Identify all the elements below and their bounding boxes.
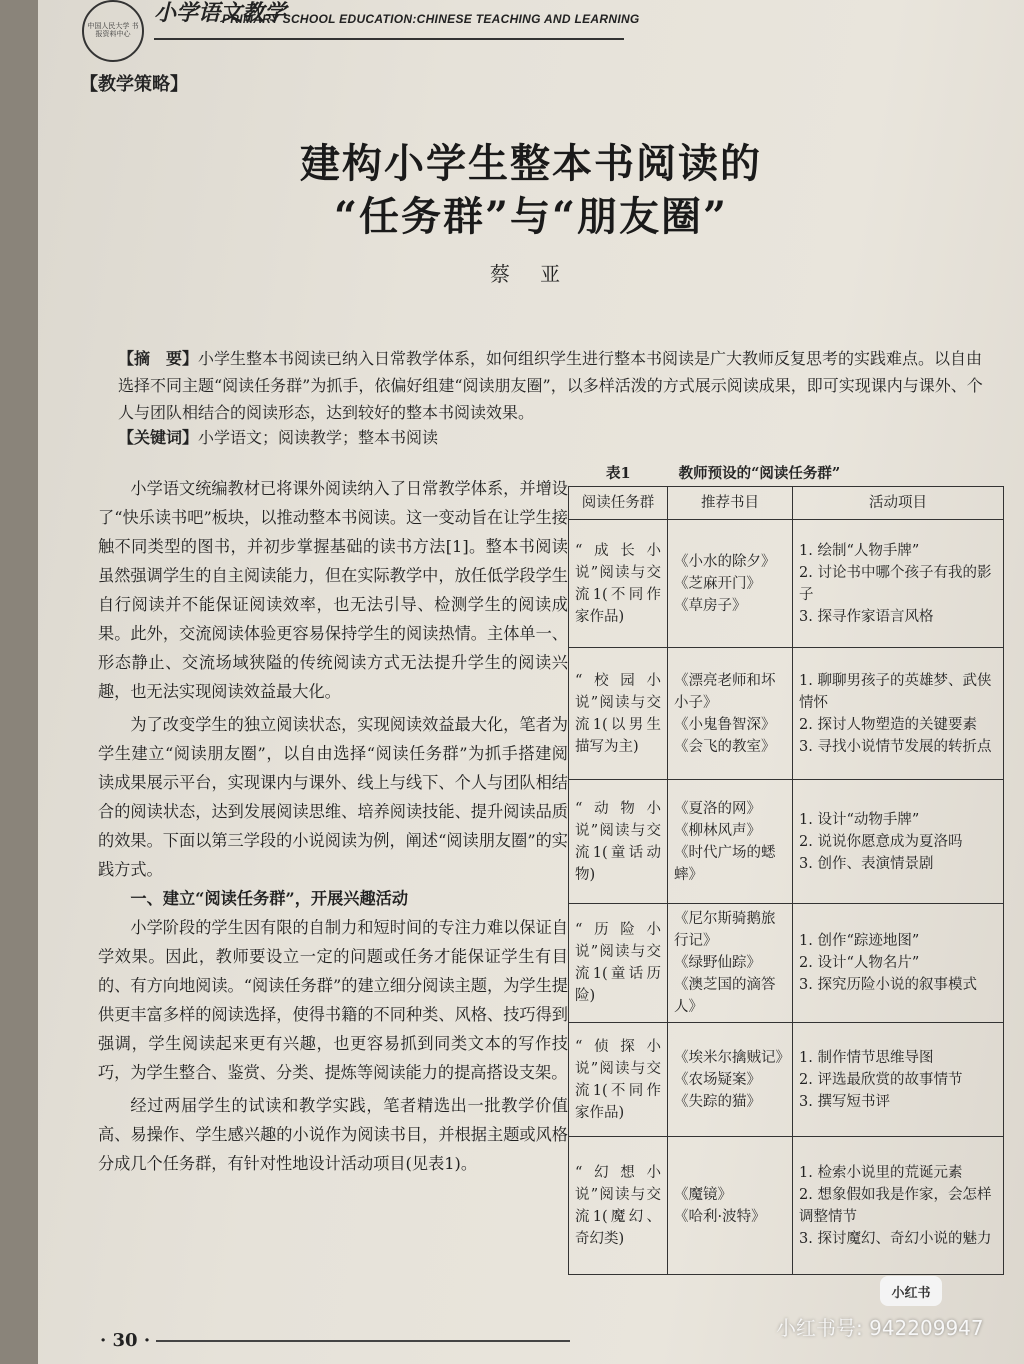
activity-list-cell [793, 904, 1004, 1023]
activity-item: 2. 评选最欣赏的故事情节 [799, 1071, 963, 1088]
activity-item: 1. 设计“动物手牌” [799, 811, 920, 828]
column-tag: 【教学策略】 [80, 74, 188, 95]
table-row [569, 904, 1004, 1023]
journal-title-cn: 小学语文教学 [154, 0, 287, 26]
article-title-line2: “任务群”与“朋友圈” [333, 193, 729, 240]
table-header-row [569, 487, 1004, 520]
activity-list-cell [793, 648, 1004, 780]
book-title: 《草房子》 [674, 597, 747, 614]
book-title: 《小水的除夕》 [674, 553, 776, 570]
activity-item: 2. 设计“人物名片” [799, 955, 920, 971]
activity-item: 1. 聊聊男孩子的英雄梦、武侠情怀 [799, 672, 992, 711]
activity-item: 2. 探讨人物塑造的关键要素 [799, 716, 977, 733]
book-title: 《小鬼鲁智深》 [674, 716, 776, 733]
watermark-id: 小红书号: 942209947 [776, 1316, 984, 1340]
book-title: 《哈利·波特》 [674, 1208, 766, 1225]
activity-item: 1. 检索小说里的荒诞元素 [799, 1164, 963, 1181]
book-title: 《时代广场的蟋蟀》 [674, 844, 776, 883]
activity-list-cell [793, 1137, 1004, 1275]
table-header-cell: 推荐书目 [668, 487, 793, 520]
task-group-cell: “校园小说”阅读与交流1(以男生描写为主) [569, 648, 668, 780]
journal-header [82, 0, 802, 46]
book-title: 《澳芝国的滴答人》 [674, 977, 776, 1015]
book-title: 《失踪的猫》 [674, 1093, 761, 1110]
activity-item: 1. 创作“踪迹地图” [799, 933, 920, 949]
activity-item: 3. 寻找小说情节发展的转折点 [799, 738, 992, 755]
section-heading-1: 一、建立“阅读任务群”，开展兴趣活动 [130, 889, 409, 908]
book-title: 《夏洛的网》 [674, 800, 761, 817]
activity-item: 1. 制作情节思维导图 [799, 1049, 934, 1066]
body-paragraph-4: 经过两届学生的试读和教学实践，笔者精选出一批教学价值高、易操作、学生感兴趣的小说作为阅读书目，并根据主题或风格分成几个任务群，有针对性地设计活动项目(见表1)。 [98, 1096, 568, 1173]
activity-list-cell [793, 780, 1004, 904]
table-row [569, 1023, 1004, 1137]
body-paragraph-2: 为了改变学生的独立阅读状态，实现阅读效益最大化，笔者为学生建立“阅读朋友圈”，以自由选择“阅读任务群”为抓手搭建阅读成果展示平台，实现课内与课外、线上与线下、个人与团队相结合的阅读状态，达到发展阅读思维、培养阅读技能、提升阅读品质的效果。下面以第三学段的小说阅读为例，阐述“阅读朋友圈”的实践方式。 [98, 715, 568, 879]
keywords-text: 小学语文；阅读教学；整本书阅读 [198, 428, 439, 447]
page-number: · 30 · [100, 1330, 151, 1351]
table-row [569, 1137, 1004, 1275]
book-title: 《农场疑案》 [674, 1071, 761, 1088]
book-list-cell [668, 904, 793, 1023]
book-title: 《绿野仙踪》 [674, 955, 761, 971]
header-divider [154, 38, 624, 40]
table-title: 教师预设的“阅读任务群” [678, 465, 841, 482]
book-list-cell [668, 648, 793, 780]
activity-item: 2. 讨论书中哪个孩子有我的影子 [799, 564, 992, 603]
article-title-line1: 建构小学生整本书阅读的 [300, 140, 762, 187]
activity-list-cell [793, 520, 1004, 648]
activity-item: 3. 创作、表演情景剧 [799, 855, 934, 872]
journal-seal-logo [82, 0, 144, 62]
watermark-logo: 小红书 [880, 1276, 942, 1306]
activity-item: 3. 探讨魔幻、奇幻小说的魅力 [799, 1230, 992, 1247]
book-title: 《漂亮老师和坏小子》 [674, 672, 776, 711]
book-list-cell [668, 1137, 793, 1275]
book-list-cell [668, 520, 793, 648]
article-body [98, 474, 568, 1178]
table-body [569, 520, 1004, 1275]
seal-text: 中国人民大学 书报资料中心 [87, 22, 139, 38]
table-header-cell: 活动项目 [793, 487, 1004, 520]
article-author: 蔡 亚 [489, 262, 573, 286]
document-page [38, 0, 1024, 1364]
table-number: 表1 [606, 465, 631, 482]
task-group-cell: “动物小说”阅读与交流1(童话动物) [569, 780, 668, 904]
book-title: 《芝麻开门》 [674, 575, 761, 592]
journal-title-en: PRIMARY SCHOOL EDUCATION:CHINESE TEACHING AND LEARNING [222, 12, 640, 26]
table-row [569, 520, 1004, 648]
book-title: 《埃米尔擒贼记》 [674, 1049, 790, 1066]
table-header-cell: 阅读任务群 [569, 487, 668, 520]
book-title: 《会飞的教室》 [674, 738, 776, 755]
table-caption [606, 462, 840, 483]
book-title: 《尼尔斯骑鹅旅行记》 [674, 911, 776, 949]
reading-task-table [568, 486, 1004, 1275]
task-group-cell: “幻想小说”阅读与交流1(魔幻、奇幻类) [569, 1137, 668, 1275]
activity-item: 3. 探寻作家语言风格 [799, 608, 934, 625]
body-paragraph-3: 小学阶段的学生因有限的自制力和短时间的专注力难以保证自学效果。因此，教师要设立一定的问题或任务才能保证学生有目的、有方向地阅读。“阅读任务群”的建立细分阅读主题，为学生提供更丰富多样的阅读选择，使得书籍的不同种类、风格、技巧得到强调，学生阅读起来更有兴趣，也更容易抓到同类文本的写作技巧，为学生整合、鉴赏、分类、提炼等阅读能力的提高搭设支架。 [98, 918, 568, 1082]
task-group-cell: “历险小说”阅读与交流1(童话历险) [569, 904, 668, 1023]
book-title: 《柳林风声》 [674, 822, 761, 839]
footer-divider [156, 1340, 570, 1342]
task-group-cell: “侦探小说”阅读与交流1(不同作家作品) [569, 1023, 668, 1137]
keywords [118, 425, 438, 448]
activity-item: 3. 探究历险小说的叙事模式 [799, 977, 977, 993]
activity-item: 1. 绘制“人物手牌” [799, 542, 920, 559]
abstract-label: 【摘 要】 [118, 349, 199, 368]
keywords-label: 【关键词】 [118, 428, 199, 447]
activity-item: 2. 说说你愿意成为夏洛吗 [799, 833, 963, 850]
activity-item: 3. 撰写短书评 [799, 1093, 890, 1110]
book-title: 《魔镜》 [674, 1186, 732, 1203]
book-list-cell [668, 1023, 793, 1137]
table-row [569, 648, 1004, 780]
activity-list-cell [793, 1023, 1004, 1137]
abstract-text: 小学生整本书阅读已纳入日常教学体系，如何组织学生进行整本书阅读是广大教师反复思考的实践难点。以自由选择不同主题“阅读任务群”为抓手，依偏好组建“阅读朋友圈”，以多样活泼的方式展示阅读成果，即可实现课内与课外、个人与团队相结合的阅读形态，达到较好的整本书阅读效果。 [118, 349, 983, 422]
abstract [118, 345, 998, 426]
table-row [569, 780, 1004, 904]
task-group-cell: “成长小说”阅读与交流1(不同作家作品) [569, 520, 668, 648]
activity-item: 2. 想象假如我是作家，会怎样调整情节 [799, 1186, 992, 1225]
body-paragraph-1: 小学语文统编教材已将课外阅读纳入了日常教学体系，并增设了“快乐读书吧”板块，以推动整本书阅读。这一变动旨在让学生接触不同类型的图书，并初步掌握基础的读书方法[1]。整本书阅读虽然强调学生的自主阅读能力，但在实际教学中，放任低学段学生自行阅读并不能保证阅读效率，也无法引导、检测学生的阅读成果。此外，交流阅读体验更容易保持学生的阅读热情。主体单一、形态静止、交流场域狭隘的传统阅读方式无法提升学生的阅读兴趣，也无法实现阅读效益最大化。 [98, 479, 568, 701]
book-list-cell [668, 780, 793, 904]
